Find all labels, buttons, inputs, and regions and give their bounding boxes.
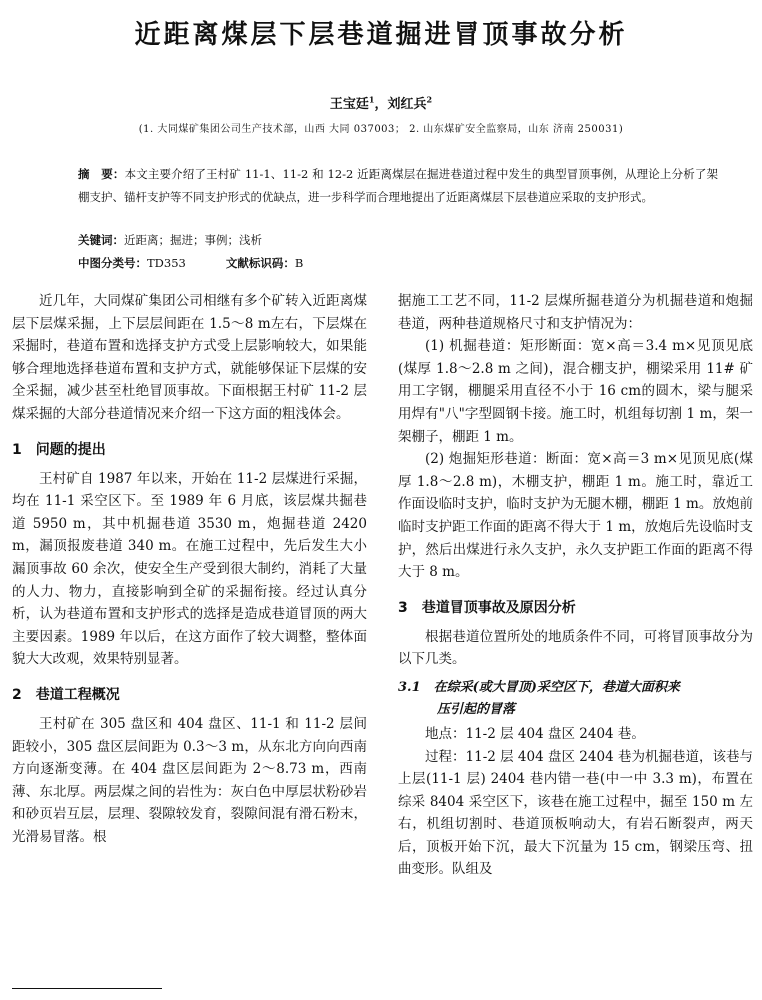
section-1-paragraph: 王村矿自 1987 年以来，开始在 11-2 层煤进行采掘，均在 11-1 采空区下。至 1989 年 6 月底，该层煤共掘巷道 5950 m，其中机掘巷道 3530 m，炮掘巷道 2420 m，漏顶报废巷道 340 m。在施工过程中，先后发生大小漏顶事故 60 余次，使安全生产受到很大制约，消耗了大量的人力、物力，直接影响到全矿的采掘衔接。经过认真分析，认为巷道布置和支护形式的选择是造成巷道冒顶的两大主要因素。1989 年以后，在这方面作了较大调整，整体面貌大大改观，效果特别显著。 (12, 470, 367, 668)
continued-paragraph: 据施工工艺不同，11-2 层煤所掘巷道分为机掘巷道和炮掘巷道，两种巷道规格尺寸和支护情况为： (398, 293, 753, 332)
author-1: 王宝廷 (329, 97, 369, 112)
location-paragraph: 地点：11-2 层 404 盘区 2404 巷。 (425, 725, 645, 742)
doc-code-label: 文献标识码： (225, 256, 295, 270)
author-2: 刘红兵 (387, 97, 427, 112)
footnote-rule (12, 988, 162, 989)
affiliation: (1. 大同煤矿集团公司生产技术部，山西 大同 037003； 2. 山东煤矿安全监察局，山东 济南 250031) (138, 124, 624, 135)
clc-label: 中图分类号： (78, 256, 147, 270)
item-1-paragraph: (1) 机掘巷道：矩形断面：宽×高＝3.4 m×见顶见底(煤厚 1.8～2.8 m 之间)，混合棚支护，棚梁采用 11# 矿用工字钢，棚腿采用直径不小于 16 cm的圆木，梁与腿采用焊有"八"字型圆钢卡接。施工时，机组每切割 1 m，架一架棚子，棚距 1 m。 (398, 338, 753, 445)
author-sep: ， (374, 97, 388, 112)
keywords-text: 近距离；掘进；事例；浅析 (124, 233, 262, 247)
section-3-heading: 3 巷道冒顶事故及原因分析 (398, 599, 576, 616)
author-1-sup: 1 (368, 94, 375, 105)
section-3-1-heading (398, 677, 753, 721)
item-2-paragraph: (2) 炮掘矩形巷道：断面：宽×高＝3 m×见顶见底(煤厚 1.8～2.8 m)，木棚支护，棚距 1 m。施工时，靠近工作面设临时支护，临时支护为无腿木棚，棚距 1 m。放炮前临时支护距工作面的距离不得大于 1 m，放炮后先设临时支护，然后出煤进行永久支护，永久支护距工作面的距离不得大于 8 m。 (398, 451, 753, 581)
author-2-sup: 2 (426, 94, 433, 105)
clc-value: TD353 (147, 256, 186, 270)
section-1-heading: 1 问题的提出 (12, 441, 106, 458)
doc-code-value: B (294, 256, 304, 270)
page-title: 近距离煤层下层巷道掘进冒顶事故分析 (134, 20, 628, 50)
section-3-1-heading-line1: 3.1 在综采(或大冒顶)采空区下，巷道大面积来 (398, 679, 680, 695)
right-column (398, 290, 753, 881)
section-3-paragraph: 根据巷道位置所处的地质条件不同，可将冒顶事故分为以下几类。 (398, 628, 753, 668)
keywords-label: 关键词： (78, 233, 124, 247)
abstract-label: 摘 要： (78, 167, 125, 181)
process-paragraph: 过程：11-2 层 404 盘区 2404 巷为机掘巷道，该巷与上层(11-1 层) 2404 巷内错一巷(中一中 3.3 m)，布置在综采 8404 采空区下，该巷在施工过程中，掘至 150 m 左右，机组切割时、巷道顶板响动大，有岩石断裂声，两天后，顶板开始下沉，最大下沉量为 15 cm，钢梁压弯、扭曲变形。队组及 (398, 748, 753, 878)
section-2-heading: 2 巷道工程概况 (12, 686, 120, 703)
section-2-paragraph: 王村矿在 305 盘区和 404 盘区、11-1 和 11-2 层间距较小，305 盘区层间距为 0.3～3 m，从东北方向向西南方向逐渐变薄。在 404 盘区层间距为 2～8.73 m，西南薄、东北厚。两层煤之间的岩性为：灰白色中厚层状粉砂岩和砂页岩互层，层理、裂隙较发育，裂隙间混有滑石粉末，光滑易冒落。根 (12, 715, 367, 845)
keywords (78, 232, 262, 248)
intro-paragraph: 近几年，大同煤矿集团公司相继有多个矿转入近距离煤层下层煤采掘，上下层层间距在 1.5～8 m左右，下层煤在采掘时，巷道布置和选择支护方式受上层影响较大，如果能够合理地选择巷道布置和支护方式，就能够保证下层煤的安全采掘，减少甚至杜绝冒顶事故。下面根据王村矿 11-2 层煤采掘的大部分巷道情况来介绍一下这方面的粗浅体会。 (12, 293, 367, 422)
authors (0, 93, 762, 112)
section-3-1-heading-line2: 压引起的冒落 (437, 701, 516, 717)
abstract (78, 163, 718, 209)
abstract-text: 本文主要介绍了王村矿 11-1、11-2 和 12-2 近距离煤层在掘进巷道过程中发生的典型冒顶事例，从理论上分析了架棚支护、锚杆支护等不同支护形式的优缺点，进一步科学而合理地提出了近距离煤层下层巷道应采取的支护形式。 (78, 167, 718, 204)
left-column (12, 290, 367, 848)
classification (78, 255, 303, 271)
